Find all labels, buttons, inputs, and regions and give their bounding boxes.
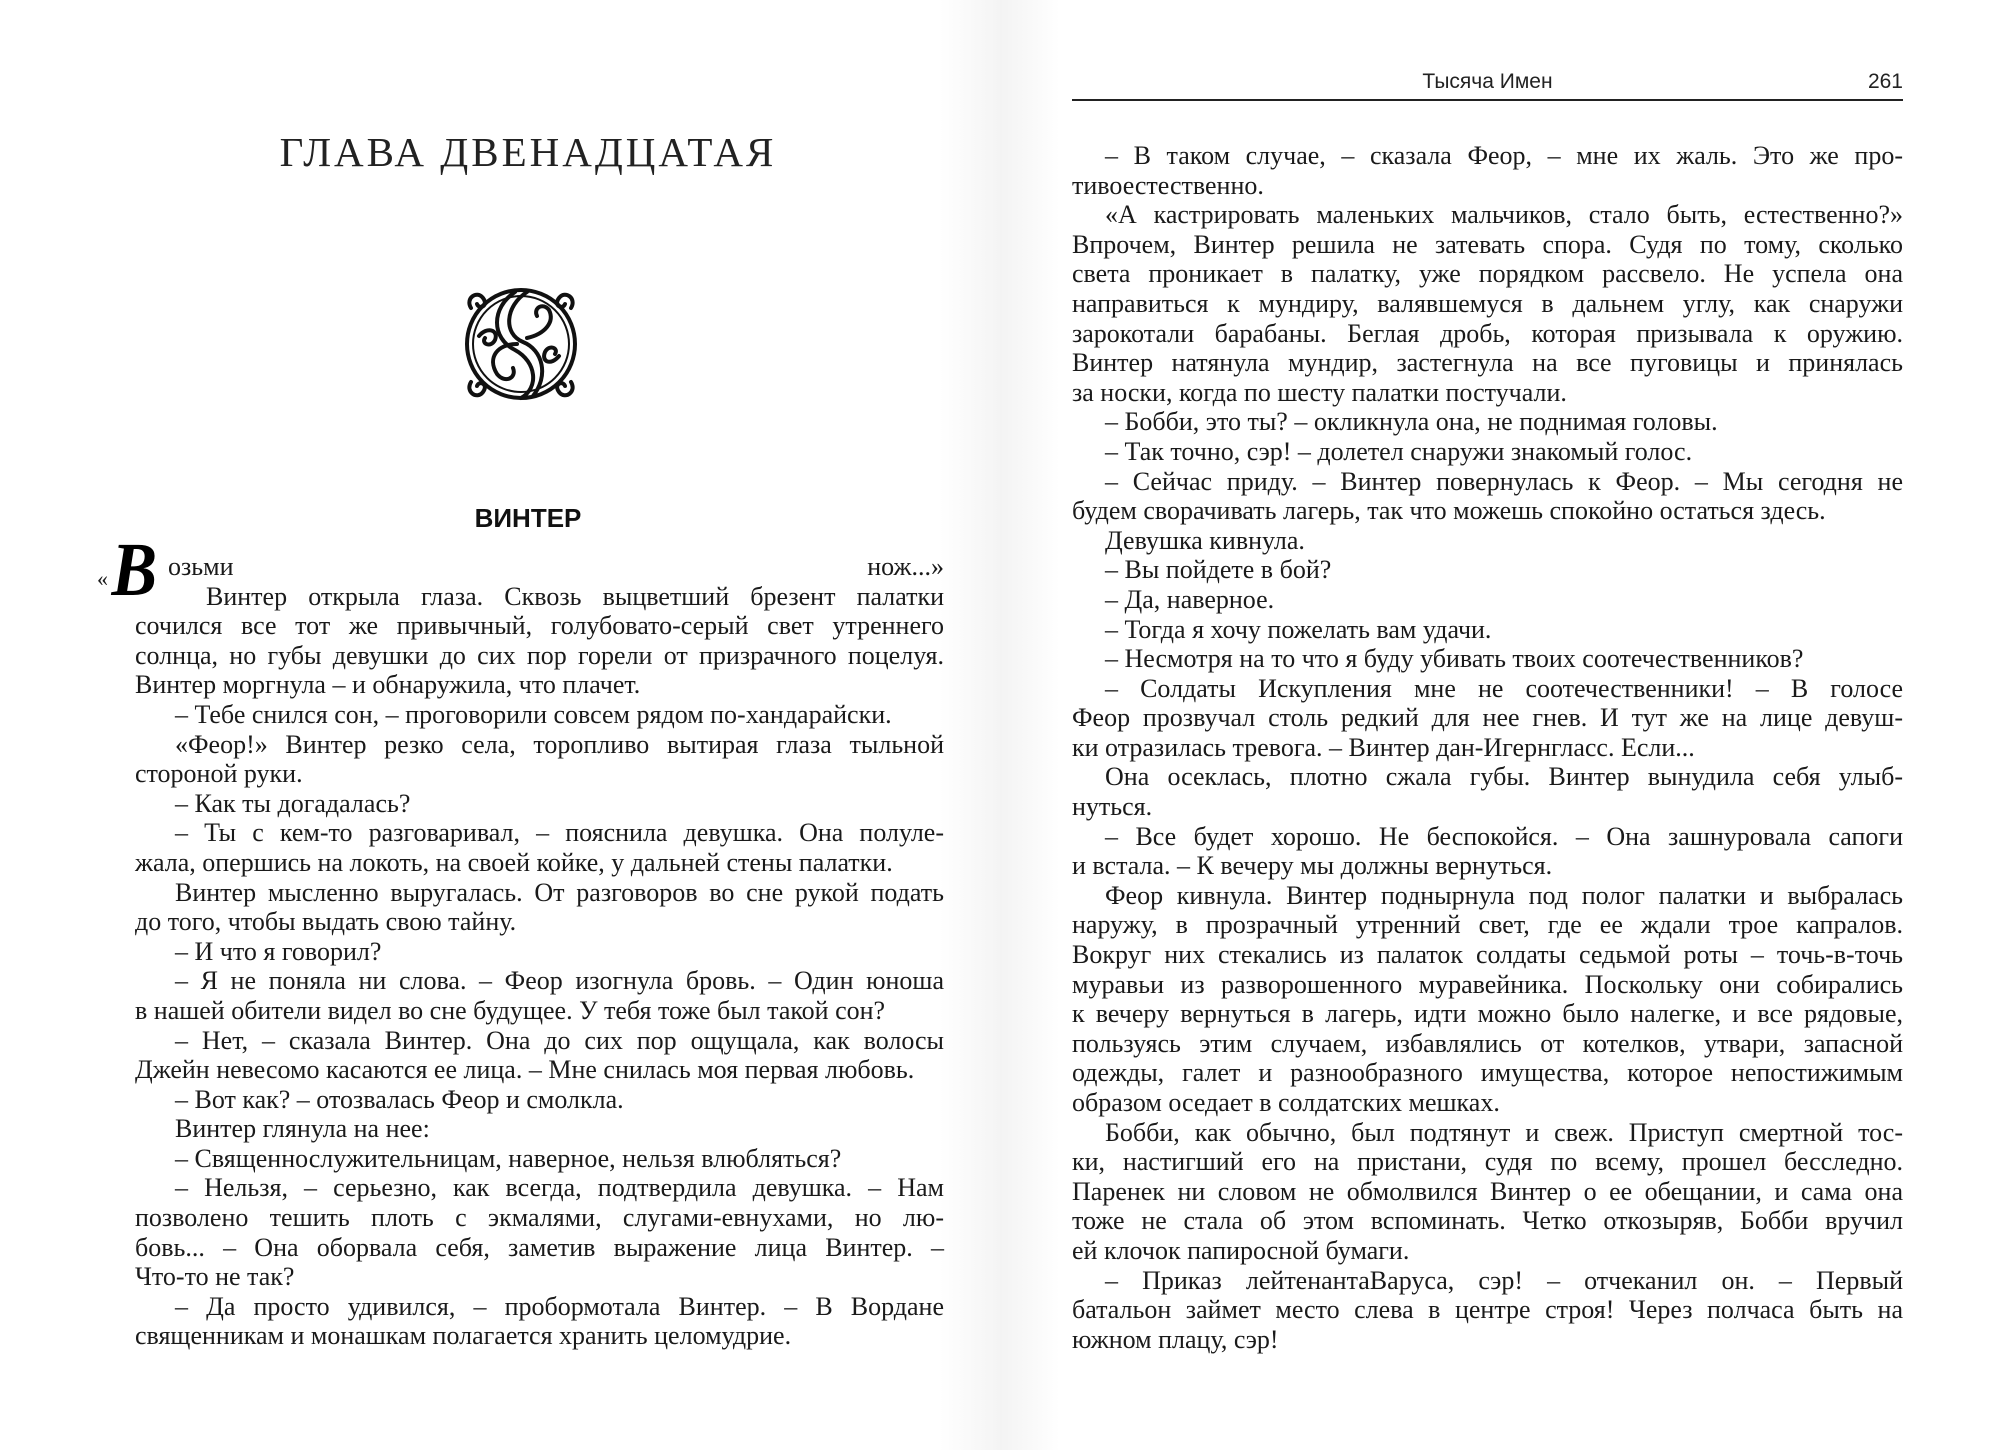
text-line: «А кастрировать маленьких мальчиков, стало быть, естественно?»: [1105, 200, 1903, 230]
text-line: нуться.: [1072, 792, 1153, 822]
text-line: позволено тешить плоть с экмалями, слугами-евнухами, но лю-: [135, 1203, 944, 1233]
text-line: муравьи из разворошенного муравейника. Поскольку они собирались: [1072, 969, 1903, 999]
text-line: Винтер натянула мундир, застегнула на все пуговицы и принялась: [1072, 348, 1903, 378]
text-line: – Да, наверное.: [1105, 584, 1275, 614]
text-line: света проникает в палатку, уже порядком рассвело. Не успела она: [1072, 259, 1903, 289]
text-line: – Как ты догадалась?: [175, 788, 411, 818]
text-line: солнца, но губы девушки до сих пор горели от призрачного поцелуя.: [135, 640, 944, 670]
chapter-title: ГЛАВА ДВЕНАДЦАТАЯ: [279, 129, 777, 175]
text-line: Феор кивнула. Винтер поднырнула под полог палатки и выбралась: [1105, 880, 1903, 910]
text-line: – Священнослужительницам, наверное, нельзя влюбляться?: [175, 1143, 842, 1173]
right-page-text: [1072, 141, 1903, 1354]
paragraph: [1072, 762, 1903, 821]
text-line: – Нет, – сказала Винтер. Она до сих пор ощущала, как волосы: [175, 1025, 944, 1055]
paragraph: [135, 1026, 944, 1085]
running-header: [1072, 70, 1903, 98]
text-line: стороной руки.: [135, 759, 303, 789]
text-line: батальон займет место слева в центре строя! Через полчаса быть на: [1072, 1295, 1903, 1325]
text-line: Винтер открыла глаза. Сквозь выцветший брезент палатки: [206, 581, 944, 611]
paragraph: [135, 1114, 944, 1144]
paragraph: [1072, 200, 1903, 407]
text-line: в нашей обители видел во сне будущее. У тебя тоже был такой сон?: [135, 995, 886, 1025]
paragraph: [1072, 555, 1903, 585]
text-line: – Нельзя, – серьезно, как всегда, подтвердила девушка. – Нам: [175, 1173, 944, 1203]
paragraph: [1072, 1118, 1903, 1266]
text-line: сочился все тот же привычный, голубовато-серый свет утреннего: [135, 611, 944, 641]
text-line: Феор прозвучал столь редкий для нее гнев. И тут же на лице девуш-: [1072, 703, 1903, 733]
left-page-text: [97, 528, 944, 1351]
text-line: тивоестественно.: [1072, 170, 1264, 200]
paragraph: [1072, 881, 1903, 1118]
text-line: Бобби, как обычно, был подтянут и свеж. Приступ смертной тос-: [1105, 1117, 1903, 1147]
paragraph: [1072, 585, 1903, 615]
text-line: – И что я говорил?: [175, 936, 382, 966]
text-line: – Несмотря на то что я буду убивать твоих соотечественников?: [1105, 644, 1804, 674]
text-line: священникам и монашкам полагается хранить целомудрие.: [135, 1321, 792, 1351]
paragraph: [135, 966, 944, 1025]
text-line: бовь... – Она оборвала себя, заметив выражение лица Винтер. –: [135, 1232, 944, 1262]
text-line: Что-то не так?: [135, 1262, 295, 1292]
text-line: и встала. – К вечеру мы должны вернуться.: [1072, 851, 1553, 881]
section-title: ВИНТЕР: [474, 503, 582, 533]
text-line: Девушка кивнула.: [1105, 525, 1305, 555]
page-number: 261: [1867, 70, 1903, 93]
text-line: – Солдаты Искупления мне не соотечественники! – В голосе: [1105, 673, 1903, 703]
text-line: Винтер мысленно выругалась. От разговоров во сне рукой подать: [175, 877, 944, 907]
text-line: – Вот как? – отозвалась Феор и смолкла.: [175, 1084, 624, 1114]
text-line: одежды, галет и разнообразного имущества, которое непостижимым: [1072, 1058, 1903, 1088]
text-line: Она осеклась, плотно сжала губы. Винтер вынудила себя улыб-: [1105, 762, 1903, 792]
text-line: будем сворачивать лагерь, так что можешь спокойно остаться здесь.: [1072, 496, 1826, 526]
text-line: – Да просто удивился, – пробормотала Винтер. – В Вордане: [175, 1291, 944, 1321]
text-line: – Вы пойдете в бой?: [1105, 555, 1332, 585]
paragraph: [135, 1144, 944, 1174]
text-line: направиться к мундиру, валявшемуся в дальнем углу, как снаружи: [1072, 288, 1903, 318]
paragraph: [135, 878, 944, 937]
chapter-ornament-icon: [457, 278, 585, 408]
text-line: – Приказ лейтенантаВаруса, сэр! – отчеканил он. – Первый: [1105, 1265, 1903, 1295]
text-line: жала, опершись на локоть, на своей койке, у дальней стены палатки.: [135, 847, 893, 877]
paragraph: [135, 818, 944, 877]
paragraph: [1072, 407, 1903, 437]
running-title: Тысяча Имен: [1422, 70, 1553, 93]
text-line: за носки, когда по шесту палатки постучали.: [1072, 377, 1567, 407]
text-line: до того, чтобы выдать свою тайну.: [135, 907, 517, 937]
paragraph: [135, 700, 944, 730]
header-rule: [1072, 99, 1903, 101]
text-line: Вокруг них стекались из палаток солдаты седьмой роты – точь-в-точь: [1072, 940, 1903, 970]
paragraph: [1072, 644, 1903, 674]
text-line-content: озьми нож...»: [168, 552, 944, 581]
paragraph: [1072, 674, 1903, 763]
text-line: «Феор!» Винтер резко села, торопливо вытирая глаза тыльной: [175, 729, 944, 759]
paragraph: [1072, 141, 1903, 200]
text-line: Впрочем, Винтер решила не затевать спора. Судя по тому, сколько: [1072, 229, 1903, 259]
text-line: наружу, в прозрачный утренний свет, где ее ждали трое капралов.: [1072, 910, 1903, 940]
paragraph: [135, 1085, 944, 1115]
text-line: Винтер моргнула – и обнаружила, что плачет.: [135, 670, 641, 700]
drop-cap-letter: В: [111, 528, 158, 612]
paragraph: [135, 1173, 944, 1291]
text-line: ки отразилась тревога. – Винтер дан-Игернгласс. Если...: [1072, 732, 1695, 762]
text-line: – Я не поняла ни слова. – Феор изогнула бровь. – Один юноша: [175, 966, 944, 996]
text-line: – Все будет хорошо. Не беспокойся. – Она зашнуровала сапоги: [1105, 821, 1903, 851]
text-line: – Тогда я хочу пожелать вам удачи.: [1105, 614, 1492, 644]
paragraph: [1072, 526, 1903, 556]
text-line: ки, настигший его на пристани, судя по всему, прошел бесследно.: [1072, 1147, 1903, 1177]
text-line: – Бобби, это ты? – окликнула она, не поднимая головы.: [1105, 407, 1718, 437]
text-line: Паренек ни словом не обмолвился Винтер о ее обещании, и сама она: [1072, 1176, 1903, 1206]
right-page: [1000, 0, 2000, 1450]
text-line: зарокотали барабаны. Беглая дробь, которая призывала к оружию.: [1072, 318, 1903, 348]
paragraph: [1072, 615, 1903, 645]
text-line: образом оседает в солдатских мешках.: [1072, 1088, 1500, 1117]
paragraph: [135, 789, 944, 819]
text-line: тоже не стала об этом вспоминать. Четко откозыряв, Бобби вручил: [1072, 1206, 1903, 1236]
text-line: пользуясь этим случаем, избавлялись от котелков, утвари, запасной: [1072, 1028, 1903, 1058]
text-line: – В таком случае, – сказала Феор, – мне их жаль. Это же про-: [1105, 141, 1903, 170]
paragraph: [97, 528, 944, 700]
paragraph: [1072, 822, 1903, 881]
drop-cap-quote: «: [97, 566, 108, 591]
text-line: южном плацу, сэр!: [1072, 1324, 1279, 1354]
text-line: – Ты с кем-то разговаривал, – пояснила девушка. Она полуле-: [175, 818, 944, 848]
text-line: – Тебе снился сон, – проговорили совсем рядом по-хандарайски.: [175, 699, 892, 729]
text-line: Джейн невесомо касаются ее лица. – Мне снилась моя первая любовь.: [135, 1055, 915, 1085]
text-line: – Так точно, сэр! – долетел снаружи знакомый голос.: [1105, 436, 1693, 466]
text-line: ей клочок папиросной бумаги.: [1072, 1235, 1410, 1265]
paragraph: [135, 937, 944, 967]
paragraph: [1072, 1266, 1903, 1355]
paragraph: [1072, 467, 1903, 526]
text-line: Винтер глянула на нее:: [175, 1114, 430, 1144]
paragraph: [135, 1292, 944, 1351]
paragraph: [1072, 437, 1903, 467]
text-line: к вечеру вернуться в лагерь, идти можно было налегке, и все рядовые,: [1072, 999, 1903, 1029]
paragraph: [135, 730, 944, 789]
text-line: – Сейчас приду. – Винтер повернулась к Феор. – Мы сегодня не: [1105, 466, 1903, 496]
